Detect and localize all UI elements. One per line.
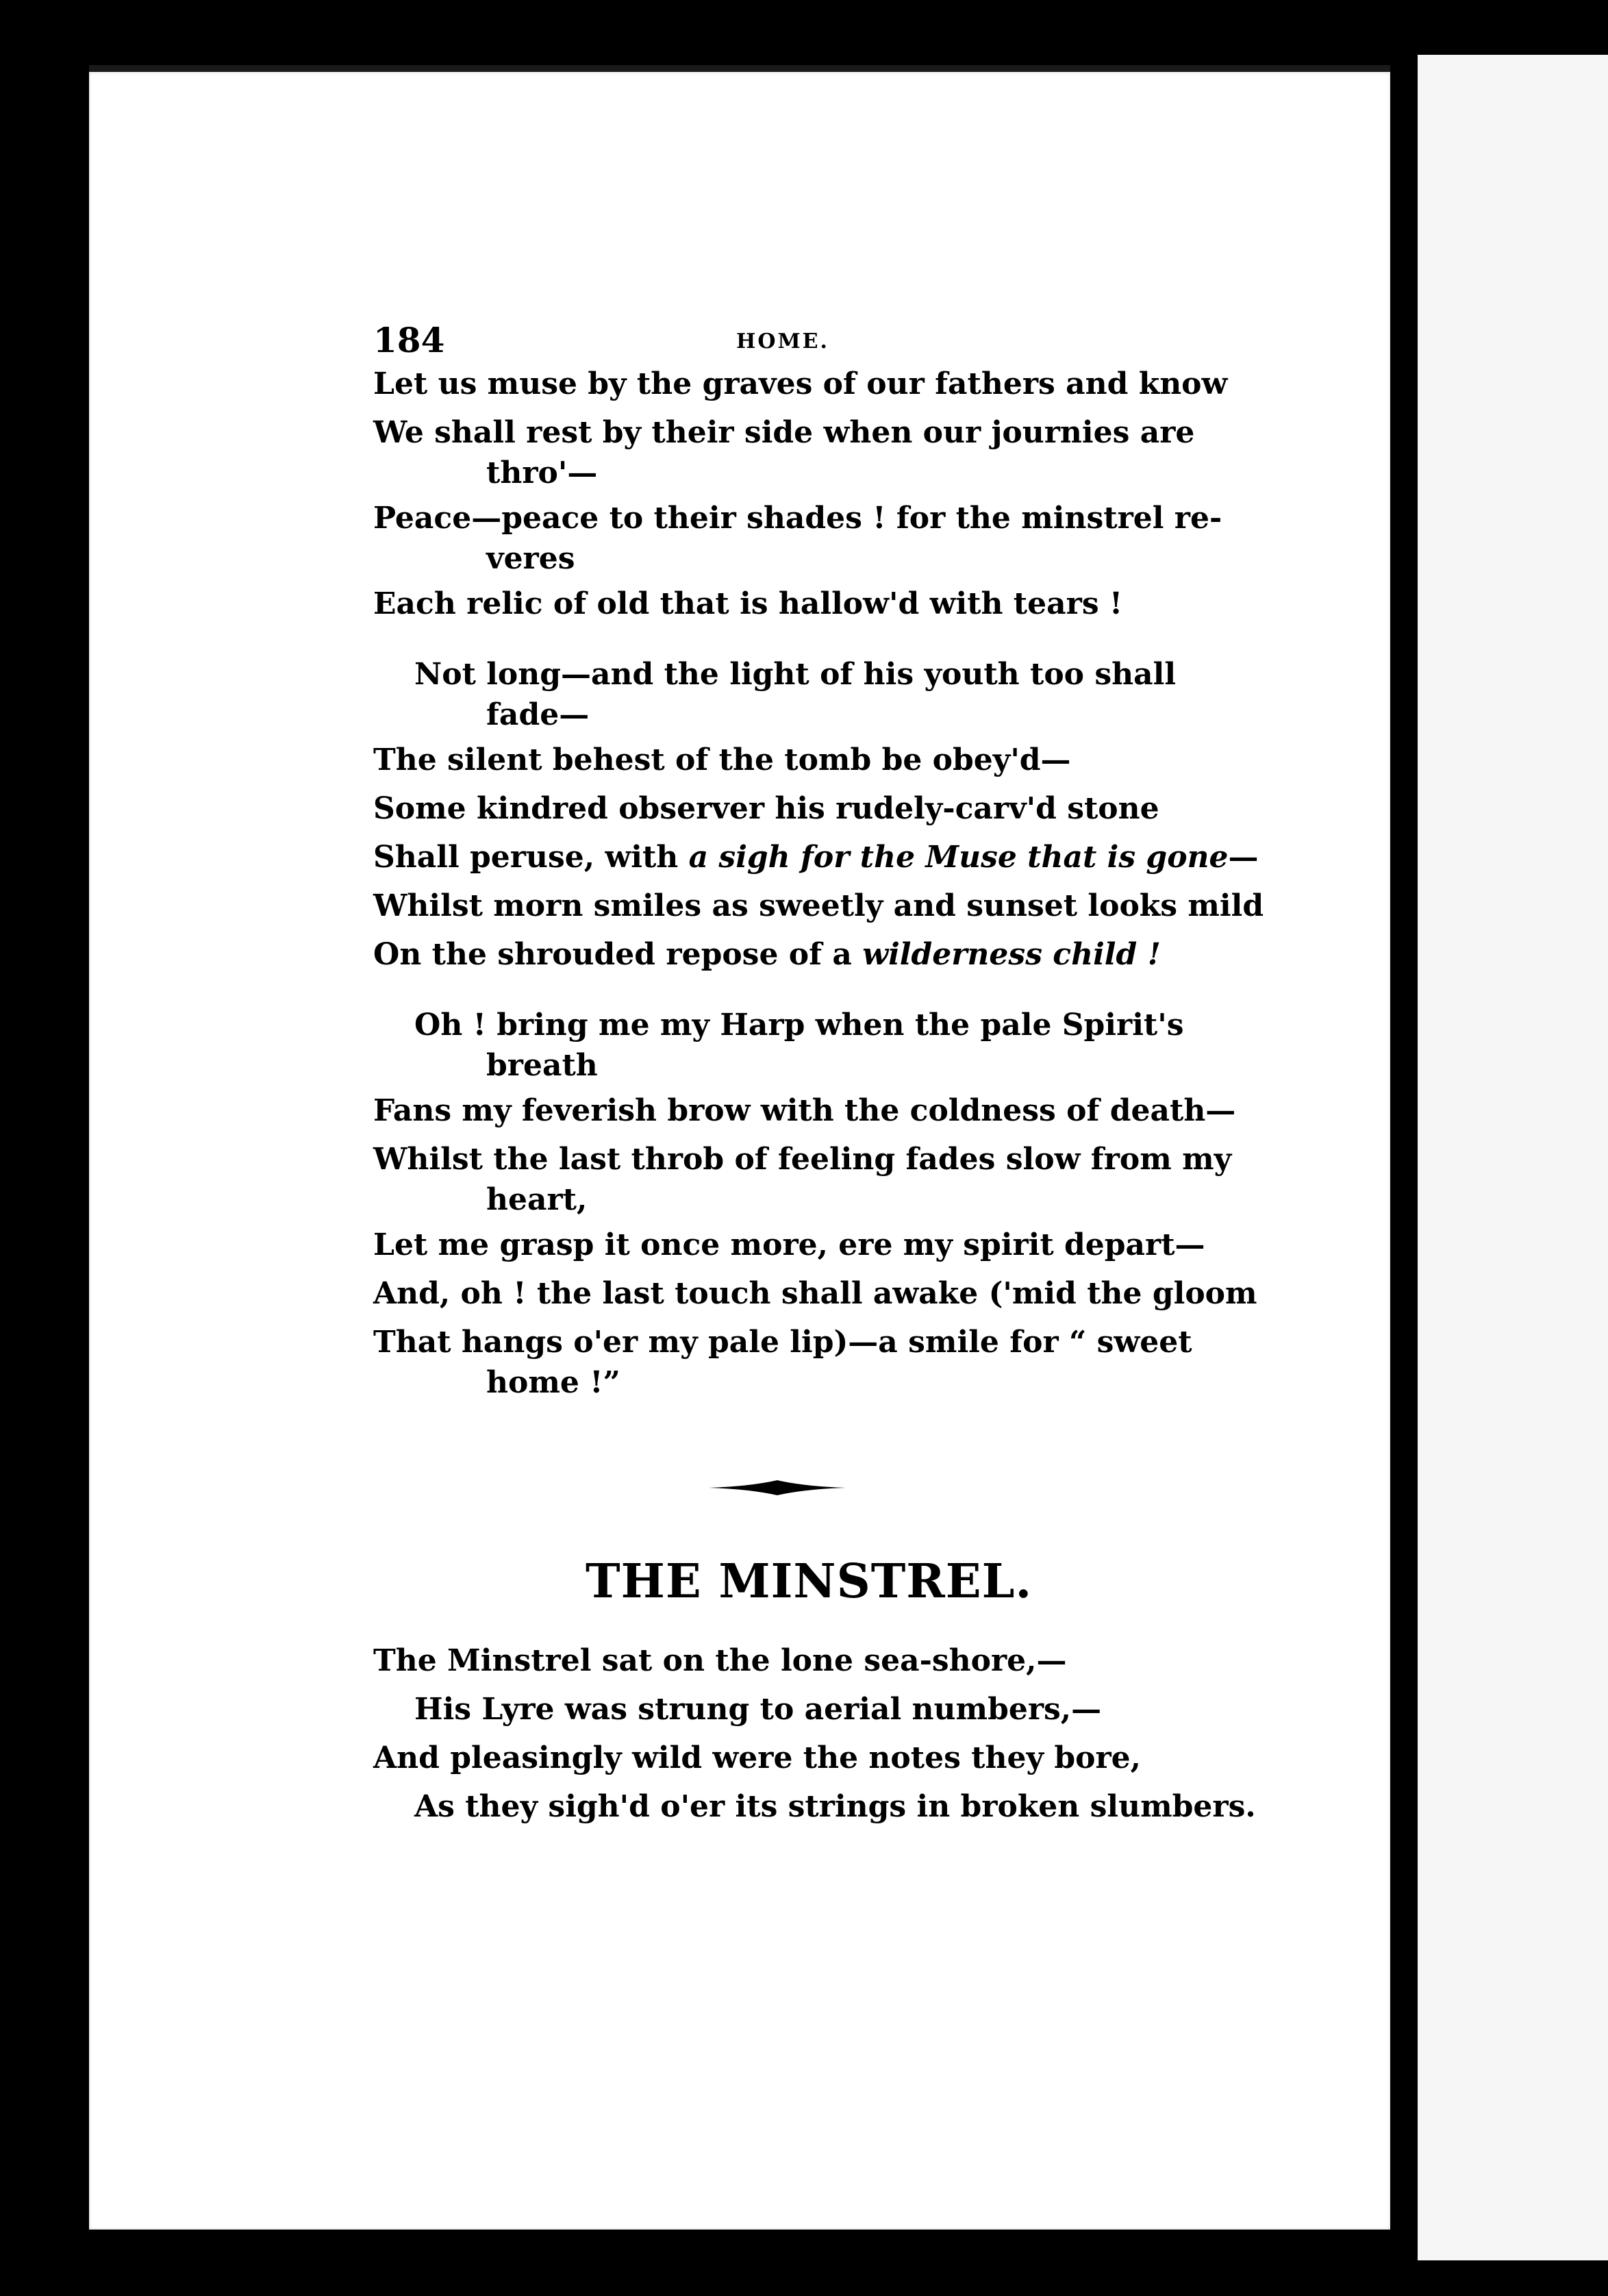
verse-line xyxy=(373,930,1195,979)
stanza-2 xyxy=(373,650,1264,979)
gutter-mark xyxy=(1397,596,1414,619)
facing-page xyxy=(1418,55,1608,2260)
section-ornament xyxy=(709,1479,846,1497)
verse-line: Oh ! bring me my Harp when the pale Spirit's xyxy=(414,1008,1184,1043)
verse-text: On the shrouded repose of a xyxy=(373,937,863,972)
verse-line: Let us muse by the graves of our fathers and know xyxy=(373,366,1228,401)
stanza-1 xyxy=(373,360,1228,628)
stanza-3 xyxy=(373,1001,1257,1403)
running-title: HOME. xyxy=(736,329,829,353)
italic-phrase: a sigh for the Muse that is gone xyxy=(688,840,1229,875)
verse-line: The Minstrel sat on the lone sea-shore,— xyxy=(373,1643,1067,1678)
minstrel-stanza xyxy=(373,1636,1256,1831)
verse-line: That hangs o'er my pale lip)—a smile for “ sweet xyxy=(373,1325,1192,1360)
verse-line-continuation: thro'— xyxy=(486,456,598,490)
page-content xyxy=(373,312,1264,1831)
verse-line xyxy=(373,833,1259,882)
verse-line: And, oh ! the last touch shall awake ('mid the gloom xyxy=(373,1276,1257,1311)
gutter-mark xyxy=(1397,281,1414,304)
verse-line: Whilst the last throb of feeling fades slow from my xyxy=(373,1142,1232,1177)
verse-line-continuation: veres xyxy=(486,541,575,576)
italic-phrase: wilderness child ! xyxy=(862,937,1161,972)
verse-line: His Lyre was strung to aerial numbers,— xyxy=(414,1692,1102,1727)
verse-line: We shall rest by their side when our journies are xyxy=(373,415,1195,450)
verse-line: As they sigh'd o'er its strings in broken slumbers. xyxy=(414,1789,1256,1824)
verse-line: Let me grasp it once more, ere my spirit depart— xyxy=(373,1227,1205,1262)
verse-line-continuation: heart, xyxy=(486,1182,588,1217)
verse-line-continuation: fade— xyxy=(486,697,590,732)
verse-line: The silent behest of the tomb be obey'd— xyxy=(373,743,1071,777)
verse-line-continuation: breath xyxy=(486,1048,598,1083)
poem-title: THE MINSTREL. xyxy=(586,1554,1033,1609)
verse-text: Shall peruse, with xyxy=(373,840,689,875)
verse-line: Whilst morn smiles as sweetly and sunset looks mild xyxy=(373,888,1264,923)
page-number: 184 xyxy=(373,320,445,360)
verse-line: And pleasingly wild were the notes they bore, xyxy=(373,1740,1141,1775)
verse-line: Each relic of old that is hallow'd with tears ! xyxy=(373,586,1123,621)
gutter-mark xyxy=(1397,1514,1414,1537)
verse-line: Peace—peace to their shades ! for the minstrel re- xyxy=(373,501,1222,536)
running-head xyxy=(373,312,1195,360)
page-gutter xyxy=(1390,41,1418,2254)
verse-line: Not long—and the light of his youth too shall xyxy=(414,657,1177,692)
verse-line-continuation: home !” xyxy=(486,1365,620,1400)
verse-line: Some kindred observer his rudely-carv'd stone xyxy=(373,791,1159,826)
verse-text: — xyxy=(1228,840,1259,875)
verse-line: Fans my feverish brow with the coldness of death— xyxy=(373,1093,1236,1128)
